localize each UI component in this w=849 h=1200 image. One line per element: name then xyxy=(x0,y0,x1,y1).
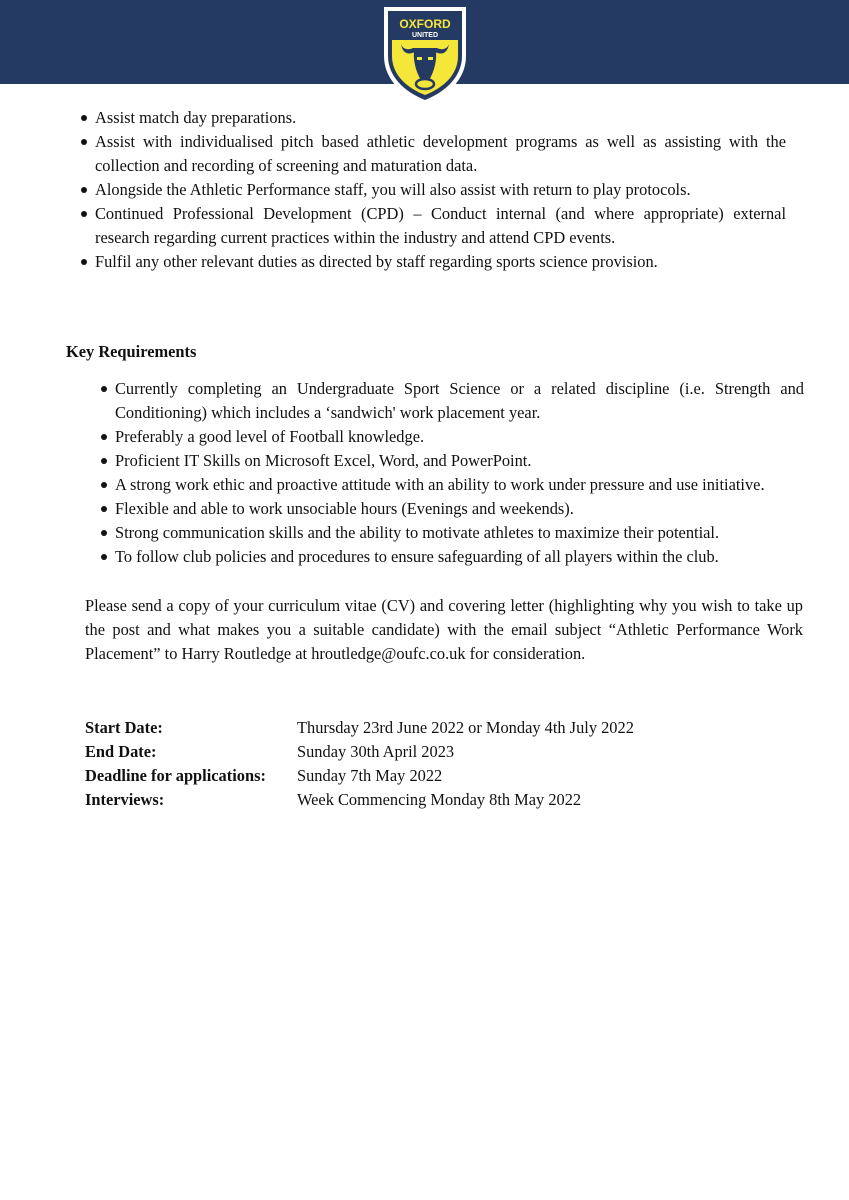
duty-item xyxy=(78,130,786,178)
interviews-label: Interviews: xyxy=(85,790,165,809)
requirement-text: Flexible and able to work unsociable hours (Evenings and weekends). xyxy=(115,499,574,518)
duty-text: Fulfil any other relevant duties as directed by staff regarding sports science provision. xyxy=(95,252,658,271)
date-row-deadline xyxy=(85,764,785,788)
requirement-item xyxy=(98,545,804,569)
key-dates-table xyxy=(85,716,785,812)
bullet-icon xyxy=(81,139,87,145)
requirement-text: A strong work ethic and proactive attitude with an ability to work under pressure and use initiative. xyxy=(115,475,765,494)
requirement-item xyxy=(98,377,804,425)
duty-text: Continued Professional Development (CPD) – Conduct internal (and where appropriate) external research regarding current practices within the industry and attend CPD events. xyxy=(95,204,786,247)
application-instructions: Please send a copy of your curriculum vitae (CV) and covering letter (highlighting why you wish to take up the post and what makes you a suitable candidate) with the email subject “Athletic Performance Work Placement” to Harry Routledge at hroutledge@oufc.co.uk for consideration. xyxy=(85,596,803,663)
requirement-text: Proficient IT Skills on Microsoft Excel, Word, and PowerPoint. xyxy=(115,451,532,470)
duty-item xyxy=(78,250,786,274)
requirement-item xyxy=(98,521,804,545)
duty-item xyxy=(78,202,786,250)
end-date-value: Sunday 30th April 2023 xyxy=(297,742,455,761)
bullet-icon xyxy=(101,506,107,512)
crest-text-bottom: UNITED xyxy=(411,32,439,39)
requirements-list xyxy=(98,377,804,569)
requirement-item xyxy=(98,449,804,473)
crest-text-top: OXFORD xyxy=(399,17,451,31)
duty-text: Alongside the Athletic Performance staff, you will also assist with return to play protocols. xyxy=(95,180,691,199)
date-row-interviews xyxy=(85,788,785,812)
bullet-icon xyxy=(101,482,107,488)
bullet-icon xyxy=(81,211,87,217)
bullet-icon xyxy=(101,386,107,392)
requirement-item xyxy=(98,425,804,449)
duty-item xyxy=(78,106,786,130)
requirement-item xyxy=(98,497,804,521)
requirement-text: To follow club policies and procedures to ensure safeguarding of all players within the club. xyxy=(115,547,719,566)
club-crest-logo xyxy=(381,4,469,108)
duty-text: Assist with individualised pitch based athletic development programs as well as assisting with the collection and recording of screening and maturation data. xyxy=(95,132,786,175)
bullet-icon xyxy=(81,115,87,121)
date-row-start xyxy=(85,716,785,740)
bullet-icon xyxy=(101,554,107,560)
start-date-value: Thursday 23rd June 2022 or Monday 4th July 2022 xyxy=(297,718,634,737)
interviews-value: Week Commencing Monday 8th May 2022 xyxy=(297,790,582,809)
bullet-icon xyxy=(101,434,107,440)
duty-text: Assist match day preparations. xyxy=(95,108,297,127)
bullet-icon xyxy=(101,458,107,464)
bullet-icon xyxy=(81,187,87,193)
date-row-end xyxy=(85,740,785,764)
key-requirements-heading: Key Requirements xyxy=(66,342,197,361)
duties-list xyxy=(78,106,786,274)
bullet-icon xyxy=(81,259,87,265)
requirement-text: Currently completing an Undergraduate Sport Science or a related discipline (i.e. Strength and Conditioning) which includes a ‘sandwich' work placement year. xyxy=(115,379,804,422)
deadline-value: Sunday 7th May 2022 xyxy=(297,766,443,785)
bullet-icon xyxy=(101,530,107,536)
duty-item xyxy=(78,178,786,202)
requirement-item xyxy=(98,473,804,497)
end-date-label: End Date: xyxy=(85,742,157,761)
requirement-text: Strong communication skills and the ability to motivate athletes to maximize their potential. xyxy=(115,523,720,542)
requirement-text: Preferably a good level of Football knowledge. xyxy=(115,427,425,446)
start-date-label: Start Date: xyxy=(85,718,163,737)
deadline-label: Deadline for applications: xyxy=(85,766,266,785)
